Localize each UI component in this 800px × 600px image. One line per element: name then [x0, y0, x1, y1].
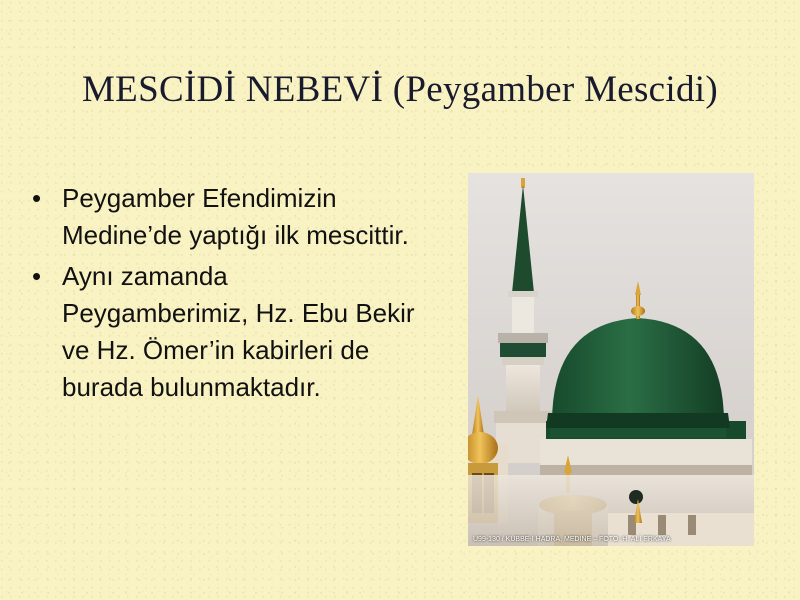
- bullet-icon: •: [32, 183, 42, 213]
- bullet-item: [30, 258, 420, 406]
- bullet-text: Peygamber Efendimizin Medine’de yaptığı ilk mescittir.: [62, 183, 409, 250]
- mosque-photo: [468, 173, 754, 546]
- bullet-item: [30, 180, 420, 254]
- bullet-list: [30, 180, 420, 410]
- photo-credit: U99-130 / KUBBE-İ HADRA, MEDİNE – FOTO: H. ALİ ERKAYA: [473, 536, 671, 543]
- bullet-text: Aynı zamanda Peygamberimiz, Hz. Ebu Bekir ve Hz. Ömer’in kabirleri de burada bulunmaktadır.: [62, 261, 415, 402]
- bullet-icon: •: [32, 261, 42, 291]
- slide-title: MESCİDİ NEBEVİ (Peygamber Mescidi): [81, 69, 718, 110]
- green-dome-and-minaret-icon: [468, 173, 754, 546]
